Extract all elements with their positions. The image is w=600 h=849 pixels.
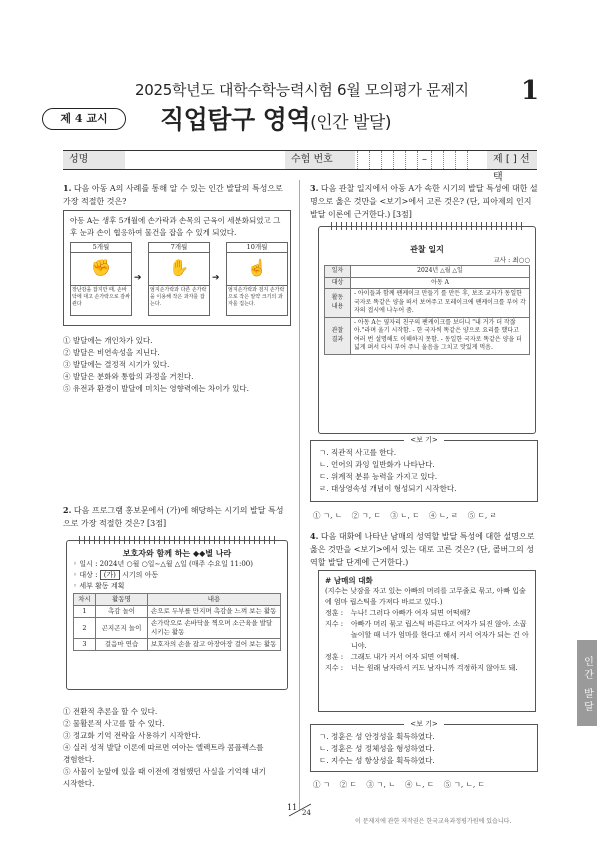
dialog-intro: (지수는 낮잠을 자고 있는 아빠의 머리를 고무줄로 묶고, 아빠 입술에 엄마 립스틱을 가져다 바르고 있다.) [325, 587, 526, 606]
bogi-item: ㄷ. 위계적 분류 능력을 가지고 있다. [319, 472, 438, 481]
bogi-label: <보 기> [404, 436, 443, 444]
target-prefix: ◦ 대상 : [73, 571, 100, 579]
candidate-info-bar [63, 150, 537, 183]
exam-no-cell[interactable] [393, 151, 405, 169]
table-header: 관찰 결과 [325, 317, 351, 354]
question-3-text: 다음 관찰 일지에서 아동 A가 속한 시기의 발달 특성에 대한 설명으로 옳은 것만을 <보기>에서 고른 것은? (단, 피아제의 인지 발달 이론에 근거한다.) [3점] [310, 184, 538, 219]
table-cell: 손으로 두부를 만지며 촉감을 느껴 보는 활동 [148, 606, 281, 618]
target-suffix: 시기의 아동 [119, 571, 159, 579]
choice-2[interactable]: ② 발달은 비연속성을 지닌다. [63, 348, 160, 357]
question-2-text: 다음 프로그램 홍보문에서 (가)에 해당하는 시기의 발달 특성으로 가장 적절한 것은? [3점] [63, 506, 284, 528]
question-1-passage-box [63, 210, 291, 326]
table-cell: 2024년 △월 △일 [351, 266, 530, 278]
log-teacher: 교사 : 최○○ [493, 256, 530, 264]
stage-panel [148, 242, 210, 316]
table-cell: - 아이들과 함께 팬케이크 만들기 를 만든 후, 보조 교사가 동일한 국자로 똑같은 양을 떠서 보여주고 모레이크에 팬케이크를 부어 각자의 접시에 나누어 줌. [351, 289, 530, 318]
arrow-right-icon: ➔ [134, 273, 142, 283]
bogi-item: ㄷ. 지수는 성 항상성을 획득하였다. [319, 756, 435, 765]
table-header: 대상 [325, 277, 351, 289]
exam-title: 2025학년도 대학수학능력시험 6월 모의평가 문제지 [135, 81, 469, 99]
exam-no-cell[interactable] [405, 151, 417, 169]
question-1-number: 1. [63, 183, 72, 193]
speaker: 정훈 : [325, 609, 344, 617]
choice-1[interactable]: ① 전환적 추론을 할 수 있다. [63, 707, 158, 716]
question-2-choices [63, 706, 291, 790]
stage-caption: 엄지손가락과 검지 손가락으로 작은 알약 크기의 과자를 집는다. [227, 285, 287, 309]
table-row [74, 639, 281, 651]
hand-point-icon: ☝ [247, 258, 267, 277]
choice-4-cont: 경험한다. [63, 755, 95, 764]
dialog-line [325, 652, 529, 663]
side-tab-label: 인간 발달 [581, 656, 593, 715]
table-header: 일자 [325, 266, 351, 278]
exam-no-dash: – [417, 151, 431, 169]
table-cell: 손가락으로 손바닥을 찍으며 소근육을 발달시키는 활동 [148, 618, 281, 639]
question-1-passage: 아동 A는 생후 5개월에 손가락과 손목의 근육이 세분화되었고 그 후 눈과 손이 협응하여 물건을 잡을 수 있게 되었다. [70, 216, 281, 237]
line-text: 누나! 그러다 아빠가 여자 되면 어떡해? [351, 609, 471, 617]
stage-label: 10개월 [227, 243, 287, 253]
choice-4[interactable]: ④ 실러 성적 발달 이론에 따르면 여아는 엘렉트라 콤플렉스를 [63, 743, 264, 752]
period-badge: 제 4 교시 [42, 108, 126, 130]
program-title: 보호자와 함께 하는 ◆◆별 나라 [122, 548, 232, 558]
table-cell: 촉감 놀이 [96, 606, 148, 618]
program-flyer [66, 540, 288, 690]
subject-side-tab [577, 640, 597, 726]
speaker: 지수 : [325, 620, 344, 628]
table-row [74, 606, 281, 618]
exam-no-cell[interactable] [467, 151, 479, 169]
table-row [325, 277, 530, 289]
question-2-stem [63, 504, 288, 530]
target-blank: (가) [100, 570, 120, 580]
exam-no-cell[interactable] [443, 151, 455, 169]
table-cell: 2 [74, 618, 96, 639]
table-cell: 걸음마 연습 [96, 639, 148, 651]
column-divider [299, 180, 300, 810]
page-current: 11 [287, 803, 298, 812]
table-cell: 3 [74, 639, 96, 651]
stage-caption: 엄지손가락과 다른 손가락을 이용해 작은 과자를 잡는다. [149, 285, 209, 309]
page-counter [285, 802, 315, 818]
exam-no-cell[interactable] [455, 151, 467, 169]
bogi-item: ㄱ. 정훈은 성 안정성을 획득하였다. [319, 732, 435, 741]
line-text: 아빠가 머리 묶고 립스틱 바른다고 여자가 되진 않아. 소꿉놀이할 때 너가 엄마를 한다고 해서 커서 여자가 되는 건 아니야. [351, 620, 529, 650]
table-header: 활동 내용 [325, 289, 351, 318]
stage-label: 5개월 [71, 243, 131, 253]
bogi-item: ㄹ. 대상영속성 개념이 형성되기 시작한다. [319, 484, 457, 493]
page-number: 1 [521, 76, 540, 106]
choice-label: 제 [ ] 선택 [487, 151, 537, 169]
plan-label: ◦ 세부 활동 계획 [73, 582, 125, 590]
speaker: 지수 : [325, 664, 344, 672]
speaker: 정훈 : [325, 653, 344, 661]
activity-table [73, 593, 281, 651]
choice-1[interactable]: ① 발달에는 개인차가 있다. [63, 336, 153, 345]
hand-grasp-icon: ✊ [91, 258, 111, 277]
spiral-binding [331, 222, 523, 230]
dialog-box [318, 570, 536, 712]
name-field[interactable] [125, 151, 283, 169]
program-target [73, 570, 281, 581]
table-row [325, 289, 530, 318]
dialog-line [325, 619, 529, 652]
table-header: 차시 [74, 594, 96, 606]
choice-5[interactable]: ⑤ 사물이 눈앞에 있을 때 이전에 경험했던 사실을 기억해 내기 [63, 767, 266, 776]
exam-no-label: 수험 번호 [285, 151, 355, 169]
table-row [74, 618, 281, 639]
choice-2[interactable]: ② 물활론적 사고를 할 수 있다. [63, 719, 165, 728]
arrow-right-icon: ➔ [212, 273, 220, 283]
table-cell: 곤지곤지 놀이 [96, 618, 148, 639]
table-cell: - 아동 A는 옆자리 친구의 팬케이크를 보더니 "내 거가 더 작잖아."라며 울기 시작함. - 한 국자씩 똑같은 양으로 요리를 했다고 여러 번 설명해도 이해하지 못함. - 동일한 국자로 똑같은 양을 더 넓게 펴서 다시 부어 주니 울음을 그치고 맛있게 먹음. [351, 317, 530, 354]
exam-no-cell[interactable] [357, 151, 369, 169]
bogi-item: ㄴ. 정훈은 성 정체성을 형성하였다. [319, 744, 435, 753]
question-3-number: 3. [310, 183, 319, 193]
exam-no-cell[interactable] [369, 151, 381, 169]
question-3-choices[interactable]: ① ㄱ, ㄴ ② ㄱ, ㄷ ③ ㄴ, ㄷ ④ ㄴ, ㄹ ⑤ ㄷ, ㄹ [313, 511, 497, 520]
question-1-stem [63, 182, 288, 208]
bogi-item: ㄱ. 직관적 사고를 한다. [319, 448, 397, 457]
copyright-note: 이 문제지에 관한 저작권은 한국교육과정평가원에 있습니다. [355, 818, 512, 825]
spiral-binding [79, 536, 275, 544]
exam-no-cell[interactable] [431, 151, 443, 169]
subject-sub: (인간 발달) [310, 113, 391, 133]
table-cell: 아동 A [351, 277, 530, 289]
subject-title [160, 102, 391, 138]
question-4-bogi-box [310, 720, 538, 772]
stage-panel [70, 242, 132, 316]
question-2-number: 2. [63, 505, 72, 515]
exam-no-cell[interactable] [381, 151, 393, 169]
question-1-choices [63, 335, 291, 395]
dialog-title: # 남매의 대화 [325, 576, 373, 585]
subject-main: 직업탐구 영역 [160, 105, 311, 134]
question-3-bogi-box [310, 436, 538, 502]
dialog-line [325, 663, 529, 674]
choice-3[interactable]: ③ 발달에는 결정적 시기가 있다. [63, 360, 170, 369]
question-3-stem [310, 182, 540, 221]
question-1-text: 다음 아동 A의 사례를 통해 알 수 있는 인간 발달의 특성으로 가장 적절한 것은? [63, 184, 283, 206]
development-stages [70, 242, 284, 318]
question-4-number: 4. [310, 531, 319, 541]
stage-caption: 장난감을 잡지만 때, 손바닥에 대고 손가락으로 감싸 쥔다 [72, 287, 130, 307]
table-header: 활동명 [96, 594, 148, 606]
log-title: 관찰 일지 [410, 244, 444, 254]
question-4-stem [310, 530, 540, 569]
bogi-item: ㄴ. 언어의 과잉 일반화가 나타난다. [319, 460, 435, 469]
stage-label: 7개월 [149, 243, 209, 253]
line-text: 그래도 내가 커서 여자 되면 어떡해. [351, 653, 460, 661]
stage-panel [226, 242, 288, 316]
choice-5[interactable]: ⑤ 유전과 환경이 발달에 미치는 영향력에는 차이가 있다. [63, 384, 249, 393]
table-row [325, 266, 530, 278]
choice-3[interactable]: ③ 정교화 기억 전략을 사용하기 시작한다. [63, 731, 201, 740]
table-cell: 보호자의 손을 잡고 아장아장 걸어 보는 활동 [148, 639, 281, 651]
bogi-label: <보 기> [404, 720, 443, 728]
log-table [324, 265, 530, 355]
question-4-text: 다음 대화에 나타난 남매의 성역할 발달 특성에 대한 설명으로 옳은 것만을 <보기>에서 있는 대로 고른 것은? (단, 콜버그의 성역할 발달 단계에 근거한다.) [310, 532, 535, 567]
dialog-line [325, 608, 529, 619]
page-total: 24 [302, 809, 311, 817]
hand-pinch-icon: ✋ [169, 258, 189, 277]
name-label: 성명 [63, 151, 125, 169]
choice-5-cont: 시작한다. [63, 779, 95, 788]
table-header: 내용 [148, 594, 281, 606]
observation-log [318, 226, 536, 434]
table-cell: 1 [74, 606, 96, 618]
question-4-choices[interactable]: ① ㄱ ② ㄷ ③ ㄱ, ㄴ ④ ㄴ, ㄷ ⑤ ㄱ, ㄴ, ㄷ [313, 780, 485, 789]
table-row [325, 317, 530, 354]
program-date: ◦ 일시 : 2024년 ○월 ○일∼△월 △일 (매주 수요일 11:00) [73, 560, 253, 568]
choice-4[interactable]: ④ 발달은 분화와 통합의 과정을 거친다. [63, 372, 194, 381]
line-text: 너는 원래 남자라서 커도 남자니까 걱정하지 않아도 돼. [351, 664, 518, 672]
